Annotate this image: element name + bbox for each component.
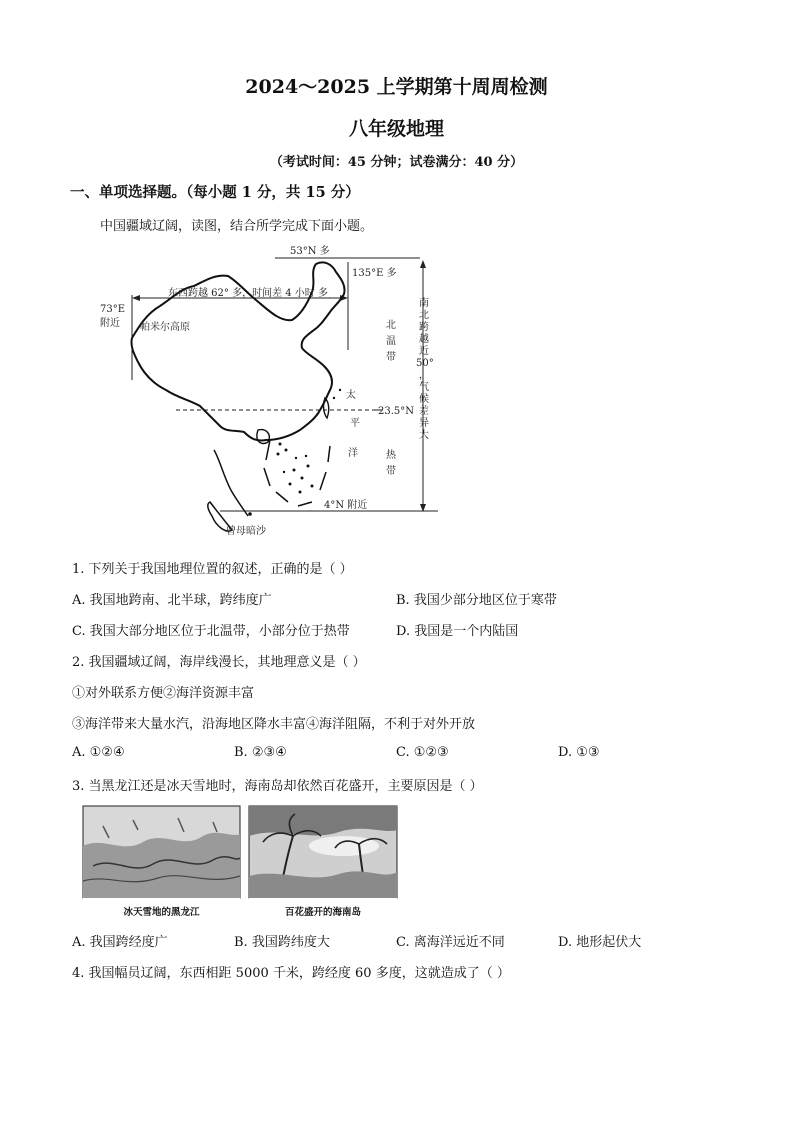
label-pacific-3: 洋: [348, 448, 358, 459]
question-3-option-a: A. 我国跨经度广: [72, 935, 168, 950]
label-ns-11: 异: [419, 418, 429, 429]
label-53n: 53°N 多: [290, 246, 330, 257]
photo-hainan: [249, 806, 397, 920]
question-2-option-b: B. ②③④: [234, 745, 287, 760]
label-tropic-1: 热: [386, 450, 396, 461]
photo-heilongjiang: [83, 806, 240, 920]
label-east-west: 东西跨越 62° 多，时间差 4 小时 多: [168, 288, 328, 299]
label-pacific-1: 太: [346, 390, 356, 401]
question-3-option-c: C. 离海洋远近不同: [396, 935, 505, 950]
label-north-temperate-2: 温: [386, 336, 396, 347]
page-title: 2024～2025 上学期第十周周检测: [245, 76, 548, 98]
label-ns-12: 大: [419, 430, 429, 441]
label-ns-8: 气: [419, 382, 429, 393]
label-ns-4: 越: [419, 334, 429, 345]
exam-info: （考试时间：45 分钟；试卷满分：40 分）: [269, 155, 524, 170]
label-pamir: 帕米尔高原: [140, 322, 190, 333]
label-135e: 135°E 多: [352, 268, 397, 279]
label-tropic-2: 带: [386, 466, 396, 477]
question-2-option-a: A. ①②④: [72, 745, 125, 760]
question-1-option-d: D. 我国是一个内陆国: [396, 624, 519, 639]
question-2-line-1: ①对外联系方便②海洋资源丰富: [72, 686, 255, 701]
label-73e-fujin: 附近: [100, 318, 120, 329]
question-2-line-2: ③海洋带来大量水汽，沿海地区降水丰富④海洋阻隔，不利于对外开放: [72, 717, 476, 732]
label-ns-7: ，: [419, 370, 429, 381]
question-4-stem: 4. 我国幅员辽阔，东西相距 5000 千米，跨经度 60 多度，这就造成了（ ）: [72, 966, 510, 981]
question-2-option-d: D. ①③: [558, 745, 600, 760]
section-intro: 中国疆域辽阔，读图，结合所学完成下面小题。: [100, 219, 374, 234]
question-1-option-a: A. 我国地跨南、北半球，跨纬度广: [72, 593, 272, 608]
label-zengmu: 曾母暗沙: [226, 526, 266, 537]
label-ns-9: 候: [419, 394, 429, 405]
question-1-option-c: C. 我国大部分地区位于北温带，小部分位于热带: [72, 624, 350, 639]
label-north-temperate-3: 带: [386, 352, 396, 363]
label-ns-6: 50°: [416, 358, 434, 369]
label-ns-5: 近: [419, 346, 429, 357]
label-ns-3: 跨: [419, 322, 429, 333]
label-ns-1: 南: [419, 298, 429, 309]
photo-heilongjiang-caption: 冰天雪地的黑龙江: [123, 907, 200, 918]
question-2-option-c: C. ①②③: [396, 745, 449, 760]
photo-hainan-caption: 百花盛开的海南岛: [284, 907, 361, 918]
question-1-stem: 1. 下列关于我国地理位置的叙述，正确的是（ ）: [72, 562, 353, 577]
label-north-temperate-1: 北: [386, 320, 396, 331]
china-location-map: [100, 240, 440, 540]
question-3-option-d: D. 地形起伏大: [558, 935, 642, 950]
section-heading: 一、单项选择题。（每小题 1 分，共 15 分）: [70, 184, 360, 201]
label-ns-10: 差: [419, 406, 429, 417]
question-3-option-b: B. 我国跨纬度大: [234, 935, 330, 950]
question-2-stem: 2. 我国疆域辽阔，海岸线漫长，其地理意义是（ ）: [72, 655, 366, 670]
label-pacific-2: 平: [350, 418, 360, 429]
label-73e: 73°E: [100, 304, 126, 315]
label-4n: 4°N 附近: [324, 500, 368, 511]
page-subtitle: 八年级地理: [348, 118, 444, 140]
label-ns-2: 北: [419, 310, 429, 321]
question-1-option-b: B. 我国少部分地区位于寒带: [396, 593, 557, 608]
label-23-5n: 23.5°N: [378, 406, 415, 417]
question-3-stem: 3. 当黑龙江还是冰天雪地时，海南岛却依然百花盛开，主要原因是（ ）: [72, 779, 483, 794]
